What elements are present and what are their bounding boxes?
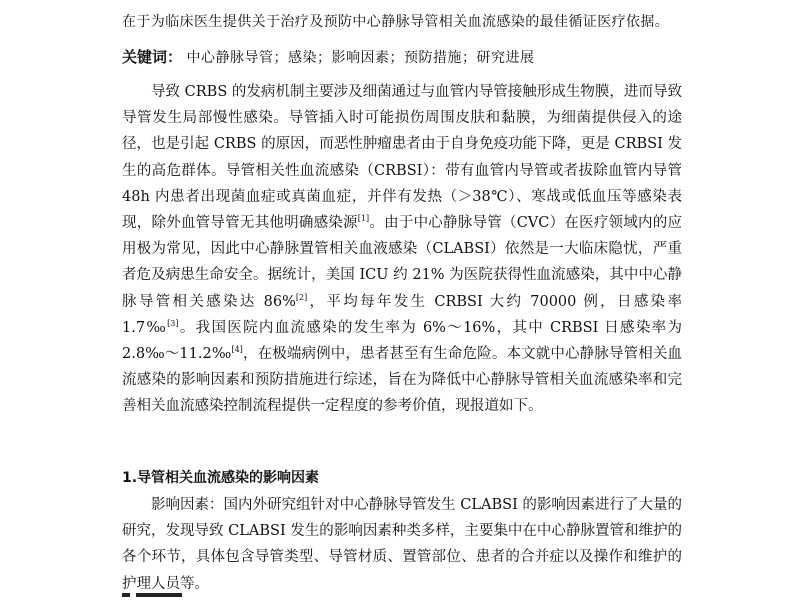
paragraph-segment: 。我国医院内血流感染的发生率为 6%～16%，其中 CRBSI 日感染率为 2.8‰～11.2‰	[122, 319, 682, 363]
abstract-tail-line: 在于为临床医生提供关于治疗及预防中心静脉导管相关血流感染的最佳循证医疗依据。	[122, 14, 670, 30]
paragraph-pathogenesis	[122, 79, 682, 420]
keywords-label: 关键词：	[122, 48, 183, 66]
keywords-line	[122, 45, 800, 70]
citation-ref: [2]	[295, 292, 308, 302]
paragraph-segment: 导致 CRBS 的发病机制主要涉及细菌通过与血管内导管接触形成生物膜，进而导致导管发生局部慢性感染。导管插入时可能损伤周围皮肤和黏膜，为细菌提供侵入的途径，也是引起 CRBS 的原因，而恶性肿瘤患者由于自身免疫功能下降，更是 CRBSI 发生的高危群体。导管相关性血流感染（CRBSI）：带有血管内导管或者拔除血管内导管 48h 内患者出现菌血症或真菌血症，并伴有发热（＞38℃）、寒战或低血压等感染表现，除外血管导管无其他明确感染源	[122, 84, 682, 232]
cut-off-next-heading	[122, 593, 212, 597]
section-heading: 1.导管相关血流感染的影响因素	[122, 470, 320, 486]
citation-ref: [1]	[357, 214, 370, 224]
paragraph-segment: 。由于中心静脉导管（CVC）在医疗领域内的应用极为常见，因此中心静脉置管相关血液感染（CLABSI）依然是一大临床隐忧，严重者危及病患生命安全。据统计，美国 ICU 约 21% 为医院获得性血流感染，其中中心静脉导管相关感染达 86%	[122, 215, 682, 310]
citation-ref: [3]	[167, 319, 179, 328]
paragraph-segment: ，在极端病例中，患者甚至有生命危险。本文就中心静脉导管相关血流感染的影响因素和预防措施进行综述，旨在为降低中心静脉导管相关血流感染率和完善相关血流感染控制流程提供一定程度的参考价值，现报道如下。	[122, 346, 683, 415]
paragraph-influencing-factors: 影响因素：国内外研究组针对中心静脉导管发生 CLABSI 的影响因素进行了大量的研究，发现导致 CLABSI 发生的影响因素种类多样，主要集中在中心静脉置管和维护的各个环节，具体包含导管类型、导管材质、置管部位、患者的合并症以及操作和维护的护理人员等。	[122, 497, 682, 592]
keywords-text: 中心静脉导管；感染；影响因素；预防措施；研究进展	[186, 50, 535, 66]
paragraph-segment: ，平均每年发生 CRBSI 大约 70000 例，日感染率 1.7‰	[122, 293, 683, 336]
citation-ref: [4]	[231, 345, 243, 355]
